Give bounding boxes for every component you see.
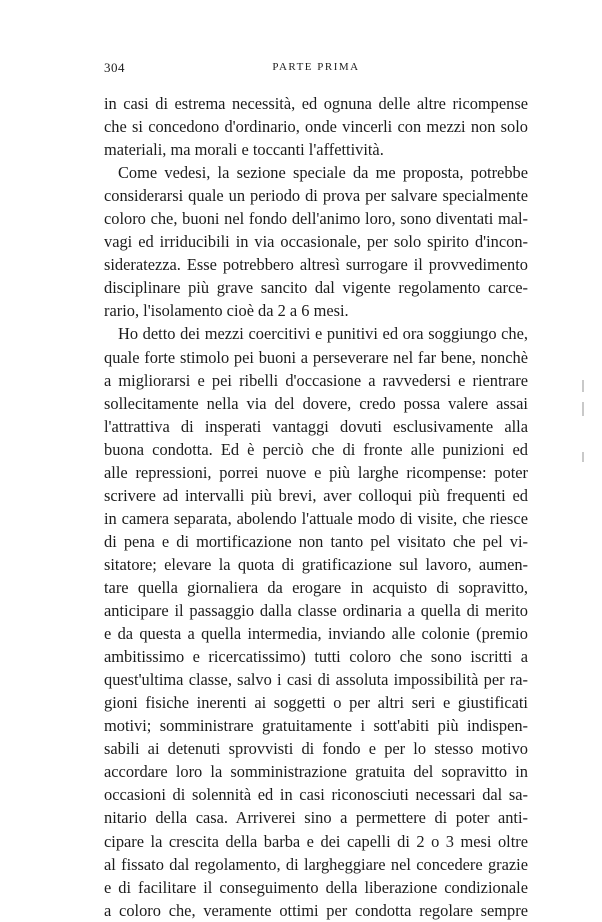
running-title: PARTE PRIMA xyxy=(272,61,360,73)
text-line: Come vedesi, la sezione speciale da me proposta, potrebbe xyxy=(118,163,528,183)
text-line: sideratezza. Esse potrebbero altresì surrogare il provvedimento xyxy=(104,255,528,275)
text-line: di pena e di mortificazione non tanto pel visitato che pel vi- xyxy=(104,531,528,551)
text-line: quale forte stimolo pei buoni a perseverare nel far bene, nonchè xyxy=(104,347,528,367)
text-line: disciplinare più grave sancito dal vigente regolamento carce- xyxy=(104,278,528,298)
text-line: ambitissimo e ricercatissimo) tutti coloro che sono iscritti a xyxy=(104,647,528,667)
text-line: e di facilitare il conseguimento della liberazione condizionale xyxy=(104,877,528,897)
text-line: in camera separata, abolendo l'attuale modo di visite, che riesce xyxy=(104,508,528,528)
text-line: anticipare il passaggio dalla classe ordinaria a quella di merito xyxy=(104,601,528,621)
text-line: considerarsi quale un periodo di prova per salvare specialmente xyxy=(104,186,528,206)
text-line: Ho detto dei mezzi coercitivi e punitivi ed ora soggiungo che, xyxy=(118,324,528,344)
page-number: 304 xyxy=(104,60,125,75)
text-line: vagi ed irriducibili in via occasionale, per solo spirito d'incon- xyxy=(104,232,528,252)
text-line: rario, l'isolamento cioè da 2 a 6 mesi. xyxy=(104,301,349,321)
page-header xyxy=(104,60,528,80)
text-line: motivi; somministrare gratuitamente i sott'abiti più indispen- xyxy=(104,716,528,736)
text-line: coloro che, buoni nel fondo dell'animo loro, sono diventati mal- xyxy=(104,209,528,229)
text-line: cipare la crescita della barba e dei capelli di 2 o 3 mesi oltre xyxy=(104,831,528,851)
text-line: a migliorarsi e pei ribelli d'occasione a ravvedersi e rientrare xyxy=(104,370,528,390)
text-line: quest'ultima classe, salvo i casi di assoluta impossibilità per ra- xyxy=(104,670,528,690)
text-line: buona condotta. Ed è perciò che di fronte alle punizioni ed xyxy=(104,439,528,459)
margin-mark xyxy=(582,402,584,416)
body-text xyxy=(104,92,528,922)
text-line: sollecitamente nella via del dovere, credo possa valere assai xyxy=(104,393,528,413)
text-line: materiali, ma morali e toccanti l'affettività. xyxy=(104,140,384,160)
text-line: al fissato dal regolamento, di largheggiare nel concedere grazie xyxy=(104,854,528,874)
text-line: alle repressioni, porrei nuove e più larghe ricompense: poter xyxy=(104,462,528,482)
text-line: accordare loro la somministrazione gratuita del sopravitto in xyxy=(104,762,528,782)
text-line: gioni fisiche inerenti ai soggetti o per altri seri e giustificati xyxy=(104,693,528,713)
text-line: e da questa a quella intermedia, inviando alle colonie (premio xyxy=(104,624,528,644)
margin-mark xyxy=(582,380,584,392)
text-line: occasioni di solennità ed in casi riconosciuti necessari dal sa- xyxy=(104,785,528,805)
text-line: che si concedono d'ordinario, onde vincerli con mezzi non solo xyxy=(104,117,528,137)
text-line: sitatore; elevare la quota di gratificazione sul lavoro, aumen- xyxy=(104,554,528,574)
text-line: in casi di estrema necessità, ed ognuna delle altre ricompense xyxy=(104,94,528,113)
text-line: nitario della casa. Arriverei sino a permettere di poter anti- xyxy=(104,808,528,828)
text-line: scrivere ad intervalli più brevi, aver colloqui più frequenti ed xyxy=(104,485,528,505)
text-line: l'attrattiva di insperati vantaggi dovuti esclusivamente alla xyxy=(104,416,528,436)
margin-mark xyxy=(582,452,584,462)
text-line: tare quella giornaliera da erogare in acquisto di sopravitto, xyxy=(104,577,528,597)
text-line: a coloro che, veramente ottimi per condotta regolare sempre xyxy=(104,900,528,920)
text-line: sabili ai detenuti sprovvisti di fondo e per lo stesso motivo xyxy=(104,739,528,759)
